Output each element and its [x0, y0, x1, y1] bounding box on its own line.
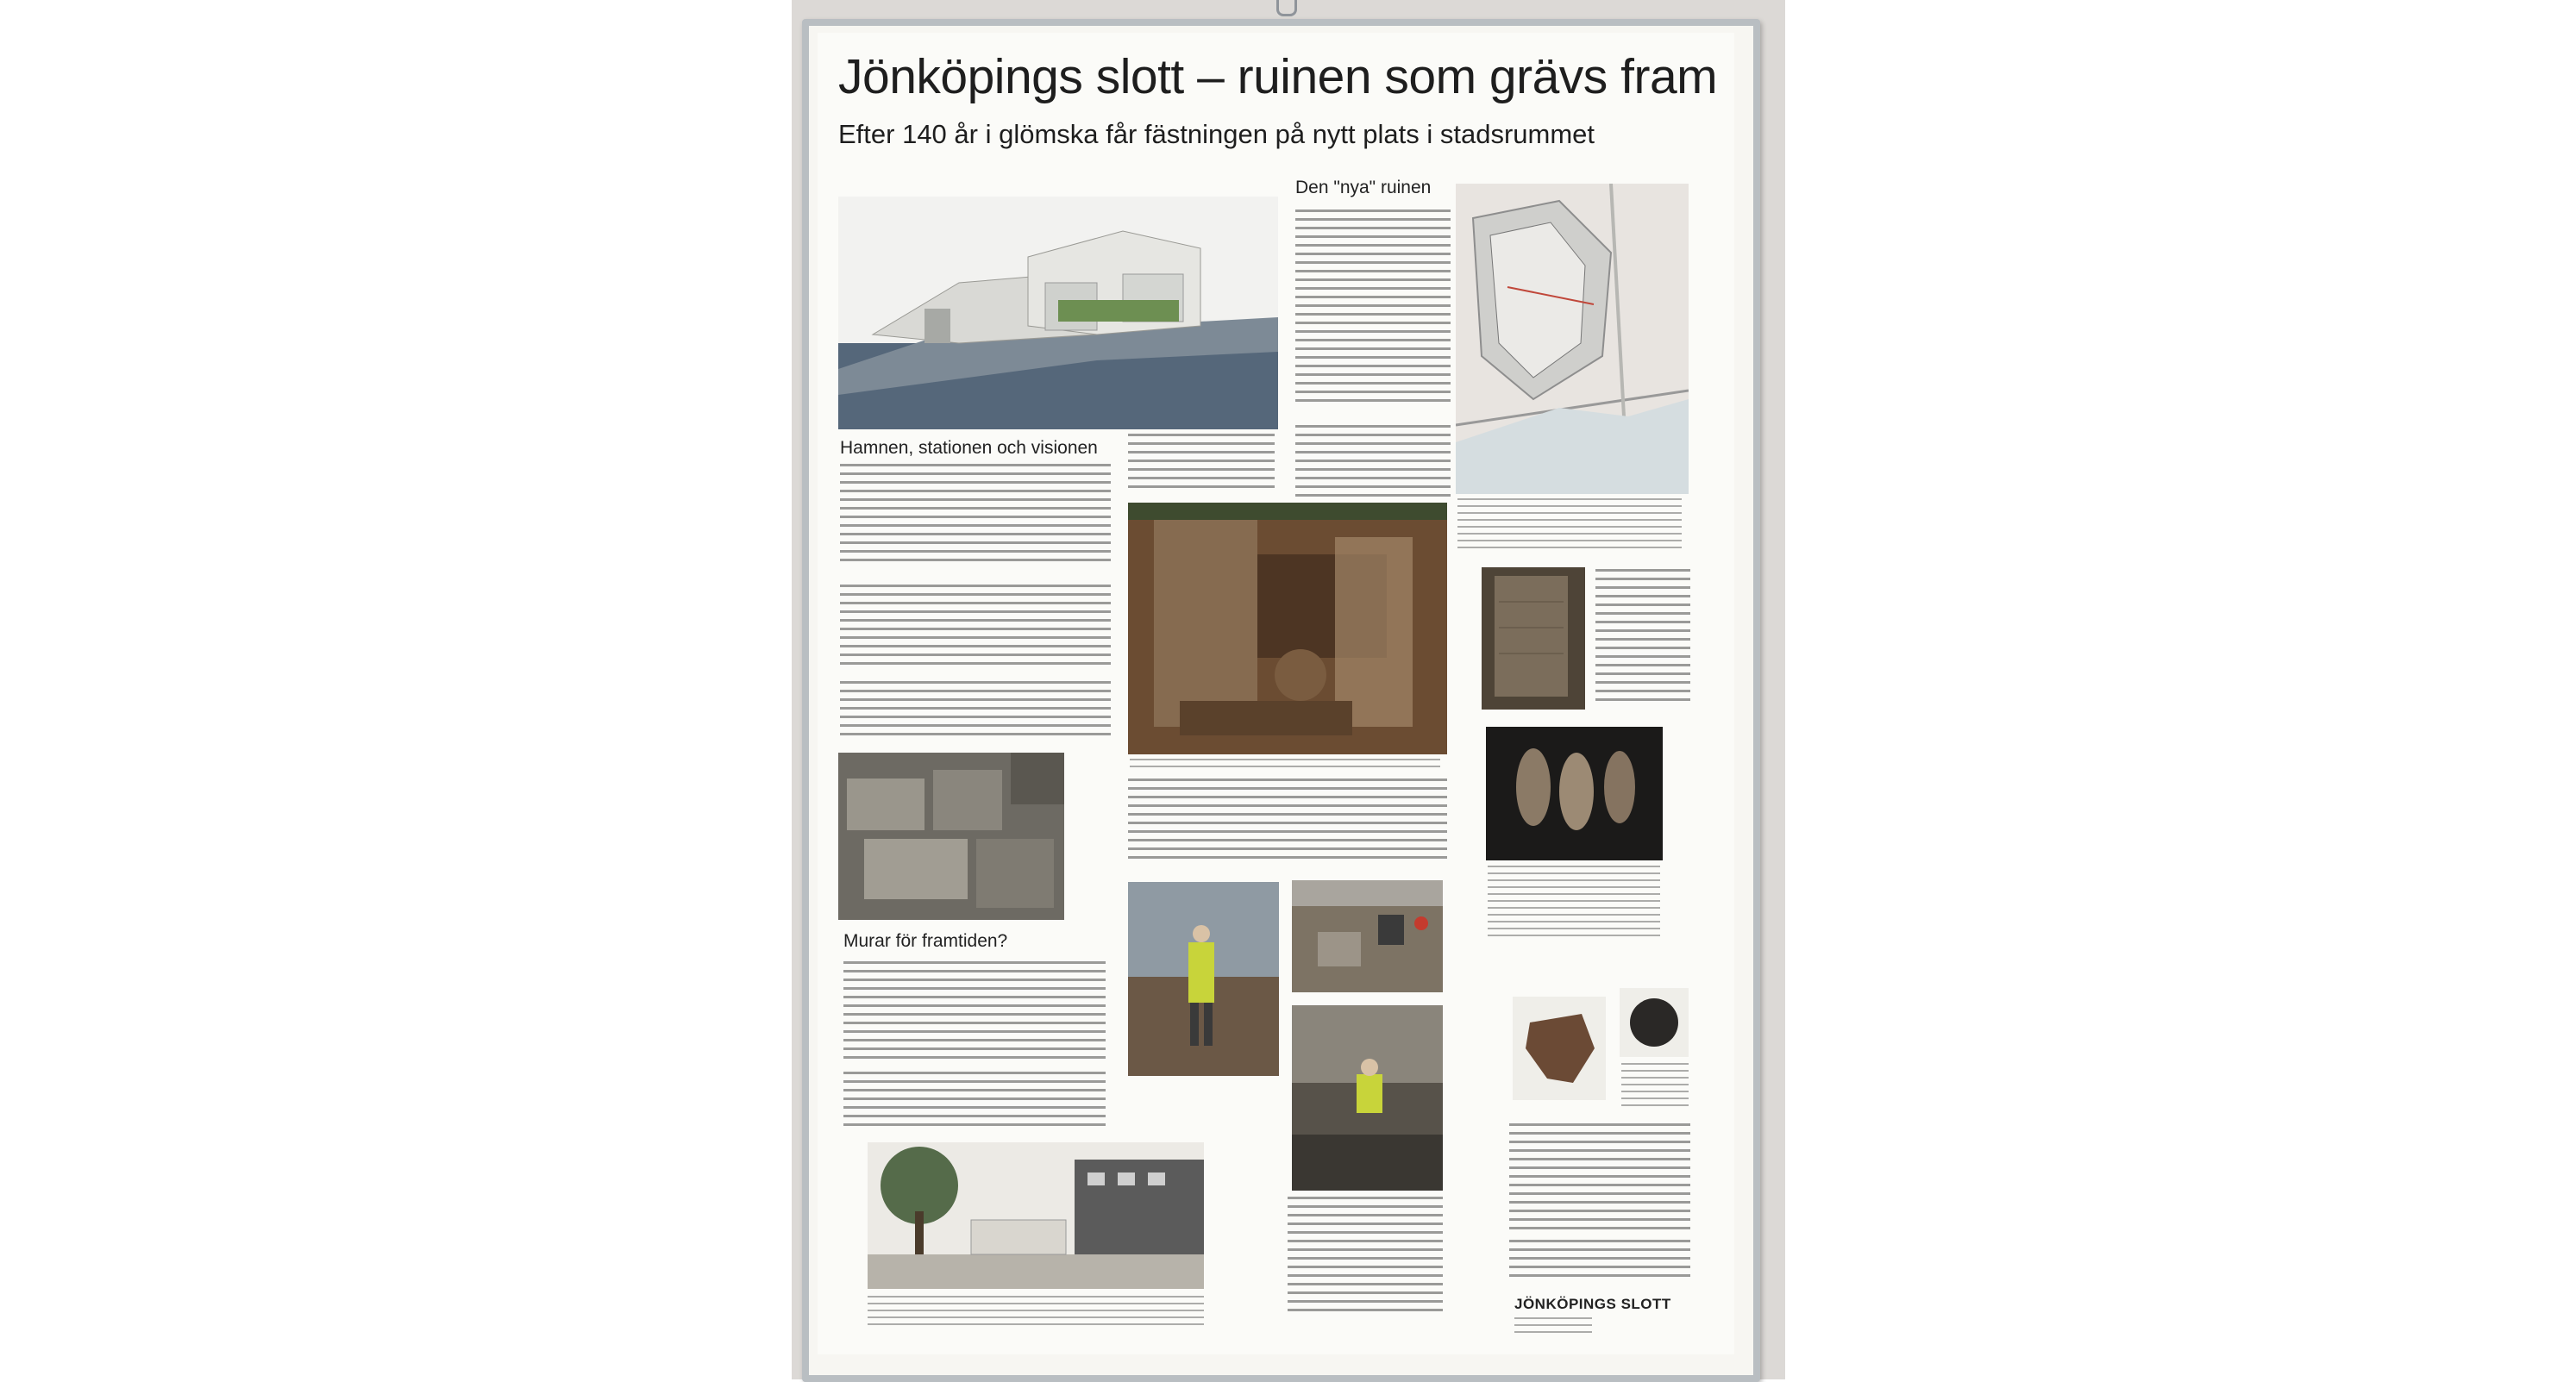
text-column-hamnen [840, 464, 1111, 567]
future-park-rendering [868, 1142, 1204, 1289]
text-middle-bottom [1288, 1197, 1443, 1317]
text-paragraph-2 [840, 585, 1111, 671]
hanging-hook [1276, 0, 1297, 16]
text-column-murar-2 [843, 1072, 1106, 1132]
text-slab-caption [1595, 569, 1690, 707]
jonkoping-slott-logo: JÖNKÖPINGS SLOTT [1514, 1296, 1671, 1312]
artifacts-caption [1488, 866, 1660, 941]
text-right-bottom [1509, 1123, 1690, 1235]
harbour-rendering-image [838, 197, 1278, 429]
poster-title: Jönköpings slott – ruinen som grävs fram [838, 49, 1718, 104]
worker-photo-1 [1128, 882, 1279, 1076]
worker-photo-2 [1292, 880, 1443, 992]
text-right-bottom-2 [1509, 1240, 1690, 1283]
cannonball-photo [1620, 988, 1689, 1057]
text-column-right-2 [1295, 425, 1451, 503]
artifacts-photo [1486, 727, 1663, 860]
section-heading-murar: Murar för framtiden? [843, 931, 1008, 951]
section-heading-nya-ruinen: Den "nya" ruinen [1295, 178, 1432, 197]
section-heading-hamnen: Hamnen, stationen och visionen [840, 438, 1098, 458]
excavation-aerial-photo [1128, 503, 1447, 754]
poster [818, 33, 1734, 1354]
cannonball-caption [1621, 1063, 1689, 1106]
worker-photo-3 [1292, 1005, 1443, 1191]
text-column-nya-ruinen [1295, 209, 1451, 408]
stone-slab-photo [1482, 567, 1585, 710]
text-column-murar [843, 961, 1106, 1065]
map-caption [1457, 498, 1682, 550]
logo-subtext [1514, 1317, 1592, 1333]
text-bastion [1128, 779, 1447, 865]
rendering-caption [868, 1296, 1204, 1325]
text-paragraph-3 [840, 681, 1111, 741]
stone-wall-photo [838, 753, 1064, 920]
poster-subtitle: Efter 140 år i glömska får fästningen på nytt plats i stadsrummet [838, 119, 1595, 149]
text-column-middle-top [1128, 434, 1275, 494]
excavation-caption [1130, 759, 1440, 769]
fortress-map-image [1456, 184, 1689, 494]
clay-shard-photo [1513, 997, 1606, 1100]
